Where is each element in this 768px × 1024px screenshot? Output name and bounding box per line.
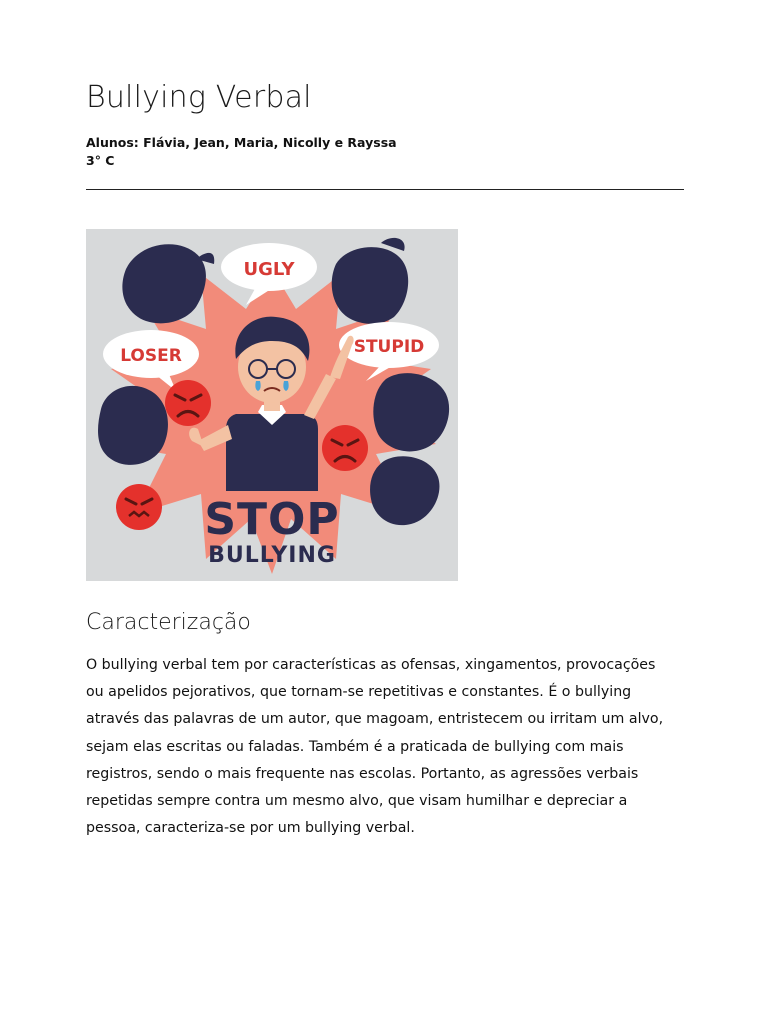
angry-face-left (165, 380, 211, 426)
document-meta (86, 134, 397, 170)
bubble-text-stupid: STUPID (353, 337, 425, 357)
bully-head-mid-left (98, 386, 168, 465)
section-heading: Caracterização (86, 610, 251, 635)
stop-bullying-illustration (86, 229, 458, 581)
bubble-text-loser: LOSER (120, 346, 182, 366)
class-line: 3° C (86, 153, 115, 168)
angry-face-bottom-left (116, 484, 162, 530)
section-paragraph: O bullying verbal tem por características as ofensas, xingamentos, provocações ou apelidos pejorativos, que tornam-se repetitivas e constantes. É o bullying através das palavras de um autor, que magoam, entristecem ou irritam um alvo, sejam elas escritas ou faladas. Também é a praticada de bullying com mais registros, sendo o mais frequente nas escolas. Portanto, as agressões verbais repetidas sempre contra um mesmo alvo, que visam humilhar e depreciar a pessoa, caracteriza-se por um bullying verbal. (86, 657, 664, 837)
stop-headline: STOP (204, 494, 340, 545)
bubble-text-ugly: UGLY (243, 259, 295, 280)
angry-face-right (322, 425, 368, 471)
bullying-headline: BULLYING (208, 543, 336, 568)
document-title: Bullying Verbal (86, 80, 312, 115)
header-divider (86, 189, 684, 190)
students-line: Alunos: Flávia, Jean, Maria, Nicolly e Rayssa (86, 135, 397, 150)
